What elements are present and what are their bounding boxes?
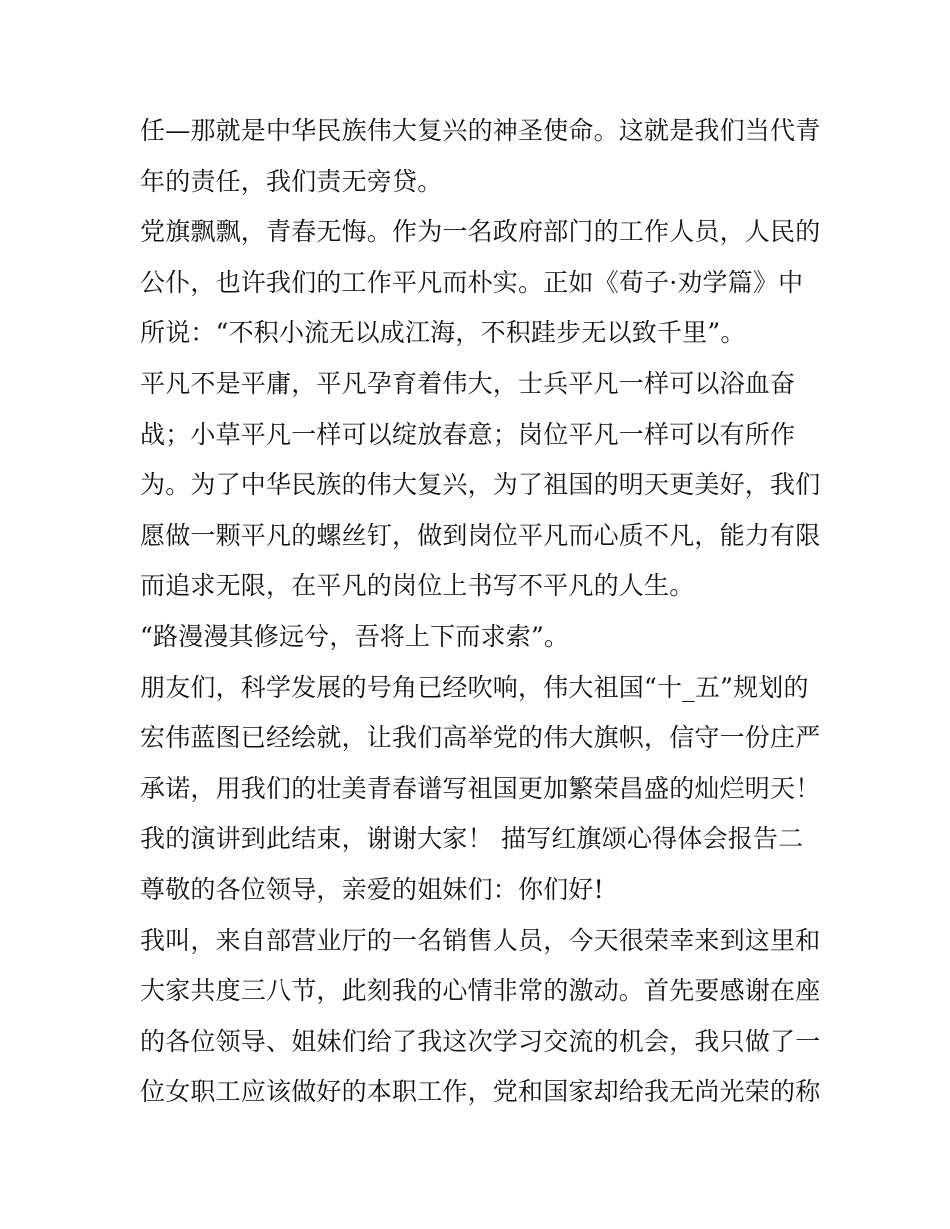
- text-line: 我叫，来自部营业厅的一名销售人员，今天很荣幸来到这里和: [140, 925, 821, 955]
- text-line: 为。为了中华民族的伟大复兴，为了祖国的明天更美好，我们: [140, 470, 821, 500]
- text-line: 宏伟蓝图已经绘就，让我们高举党的伟大旗帜，信守一份庄严: [140, 723, 821, 753]
- text-line: 而追求无限，在平凡的岗位上书写不平凡的人生。: [140, 571, 695, 601]
- text-line: 我的演讲到此结束，谢谢大家！ 描写红旗颂心得体会报告二: [140, 824, 804, 854]
- text-line: 任—那就是中华民族伟大复兴的神圣使命。这就是我们当代青: [140, 116, 821, 145]
- text-line: 大家共度三八节，此刻我的心情非常的激动。首先要感谢在座: [140, 976, 821, 1006]
- text-line: 战；小草平凡一样可以绽放春意；岗位平凡一样可以有所作: [140, 419, 796, 449]
- text-line: 所说：“不积小流无以成江海，不积跬步无以致千里”。: [140, 318, 746, 348]
- text-line: 位女职工应该做好的本职工作，党和国家却给我无尚光荣的称: [140, 1077, 821, 1107]
- text-line: 承诺，用我们的壮美青春谱写祖国更加繁荣昌盛的灿烂明天！: [140, 773, 821, 803]
- text-line: 年的责任，我们责无旁贷。: [140, 166, 443, 196]
- text-line: 的各位领导、姐妹们给了我这次学习交流的机会，我只做了一: [140, 1026, 821, 1056]
- text-line: 公仆，也许我们的工作平凡而朴实。正如《荀子·劝学篇》中: [140, 267, 804, 297]
- text-line: 尊敬的各位领导，亲爱的姐妹们：你们好!: [140, 874, 604, 904]
- text-line: “路漫漫其修远兮，吾将上下而求索”。: [140, 621, 570, 651]
- text-line: 愿做一颗平凡的螺丝钉，做到岗位平凡而心质不凡，能力有限: [140, 520, 821, 550]
- text-line: 朋友们，科学发展的号角已经吹响，伟大祖国“十_五”规划的: [140, 672, 809, 702]
- text-line: 平凡不是平庸，平凡孕育着伟大，士兵平凡一样可以浴血奋: [140, 368, 796, 398]
- document-body: [140, 106, 820, 1118]
- text-line: 党旗飘飘，青春无悔。作为一名政府部门的工作人员，人民的: [140, 217, 821, 247]
